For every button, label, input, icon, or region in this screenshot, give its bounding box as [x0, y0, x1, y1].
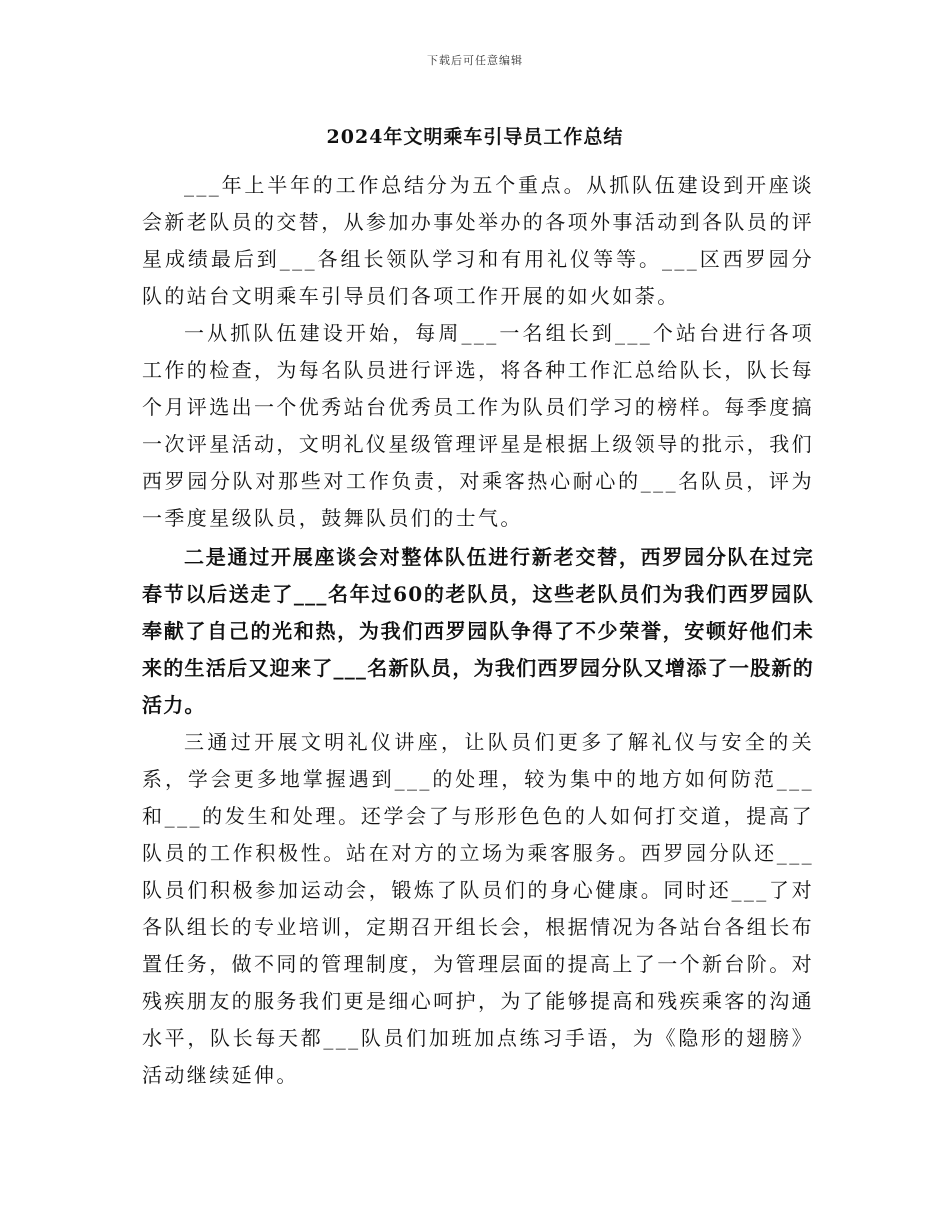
- paragraph-3: 二是通过开展座谈会对整体队伍进行新老交替，西罗园分队在过完春节以后送走了___名年过60的老队员，这些老队员们为我们西罗园队奉献了自己的光和热，为我们西罗园队争得了不少荣誉，安顿好他们未来的生活后又迎来了___名新队员，为我们西罗园分队又增添了一股新的活力。: [142, 545, 814, 717]
- paragraph-4: 三通过开展文明礼仪讲座，让队员们更多了解礼仪与安全的关系，学会更多地掌握遇到___的处理，较为集中的地方如何防范___和___的发生和处理。还学会了与形形色色的人如何打交道，提高了队员的工作积极性。站在对方的立场为乘客服务。西罗园分队还___队员们积极参加运动会，锻炼了队员们的身心健康。同时还___了对各队组长的专业培训，定期召开组长会，根据情况为各站台各组长布置任务，做不同的管理制度，为管理层面的提高上了一个新台阶。对残疾朋友的服务我们更是细心呵护，为了能够提高和残疾乘客的沟通水平，队长每天都___队员们加班加点练习手语，为《隐形的翅膀》活动继续延伸。: [142, 730, 814, 1087]
- document-title: 2024年文明乘车引导员工作总结: [326, 126, 624, 148]
- page-header: 下载后可任意编辑: [427, 54, 523, 67]
- paragraph-1: ___年上半年的工作总结分为五个重点。从抓队伍建设到开座谈会新老队员的交替，从参加办事处举办的各项外事活动到各队员的评星成绩最后到___各组长领队学习和有用礼仪等等。___区西罗园分队的站台文明乘车引导员们各项工作开展的如火如荼。: [142, 173, 814, 308]
- paragraph-2: 一从抓队伍建设开始，每周___一名组长到___个站台进行各项工作的检查，为每名队员进行评选，将各种工作汇总给队长，队长每个月评选出一个优秀站台优秀员工作为队员们学习的榜样。每季度搞一次评星活动，文明礼仪星级管理评星是根据上级领导的批示，我们西罗园分队对那些对工作负责，对乘客热心耐心的___名队员，评为一季度星级队员，鼓舞队员们的士气。: [142, 321, 814, 530]
- document-body: [142, 167, 814, 1094]
